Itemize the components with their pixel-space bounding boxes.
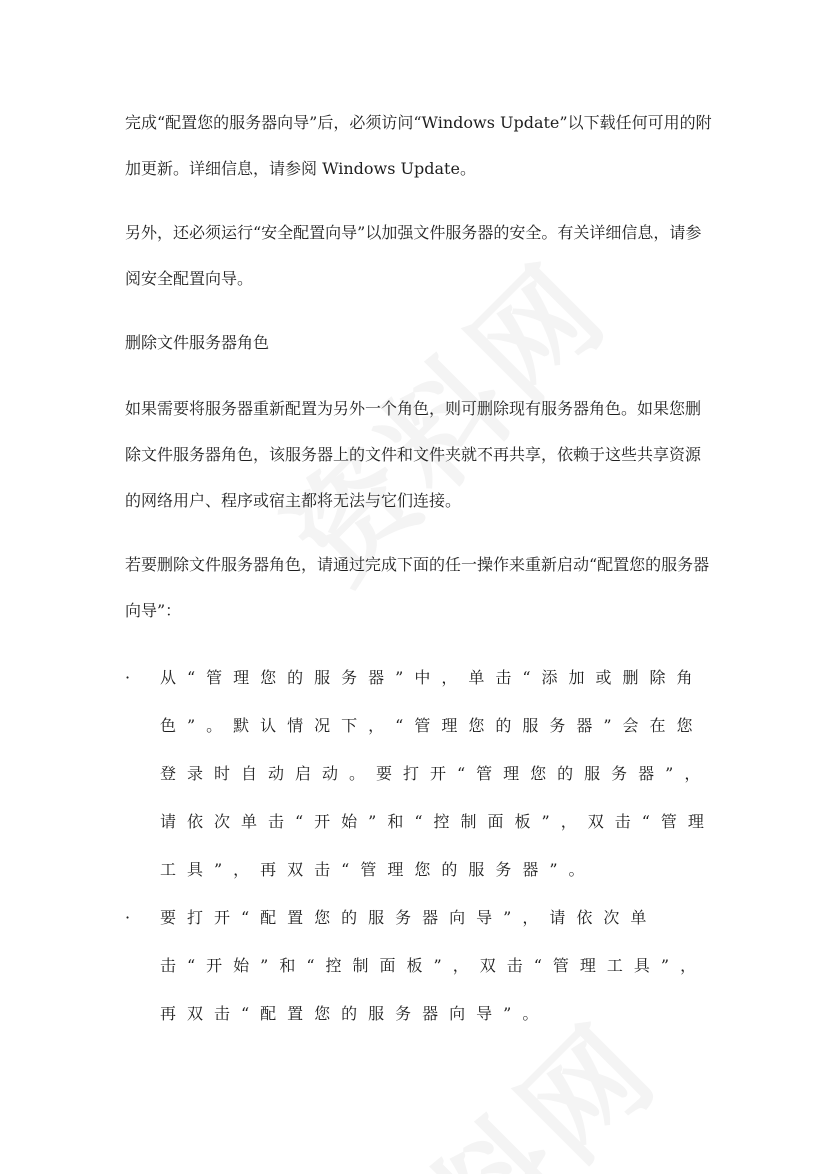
section-heading: 删除文件服务器角色 — [125, 333, 270, 352]
document-body — [125, 100, 715, 1038]
list-item-text: 从“管理您的服务器”中，单击“添加或删除角色”。默认情况下，“管理您的服务器”会在您登录时自动启动。要打开“管理您的服务器”，请依次单击“开始”和“控制面板”，双击“管理工具”，再双击“管理您的服务器”。 — [160, 668, 715, 879]
bullet-icon: · — [125, 668, 131, 687]
list-item — [125, 654, 715, 894]
steps-list — [125, 654, 715, 1038]
paragraph-windows-update: 完成“配置您的服务器向导”后，必须访问“Windows Update”以下载任何可用的附加更新。详细信息，请参阅 Windows Update。 — [125, 113, 712, 178]
list-item-text: 要打开“配置您的服务器向导”，请依次单击“开始”和“控制面板”，双击“管理工具”，再双击“配置您的服务器向导”。 — [160, 908, 708, 1023]
paragraph-security-wizard: 另外，还必须运行“安全配置向导”以加强文件服务器的安全。有关详细信息，请参阅安全配置向导。 — [125, 223, 702, 288]
bullet-icon: · — [125, 908, 131, 927]
paragraph-remove-role-info: 如果需要将服务器重新配置为另外一个角色，则可删除现有服务器角色。如果您删除文件服务器角色，该服务器上的文件和文件夹就不再共享，依赖于这些共享资源的网络用户、程序或宿主都将无法与它们连接。 — [125, 399, 702, 510]
list-item — [125, 894, 715, 1038]
paragraph-remove-role-steps: 若要删除文件服务器角色，请通过完成下面的任一操作来重新启动“配置您的服务器向导”： — [125, 555, 710, 620]
